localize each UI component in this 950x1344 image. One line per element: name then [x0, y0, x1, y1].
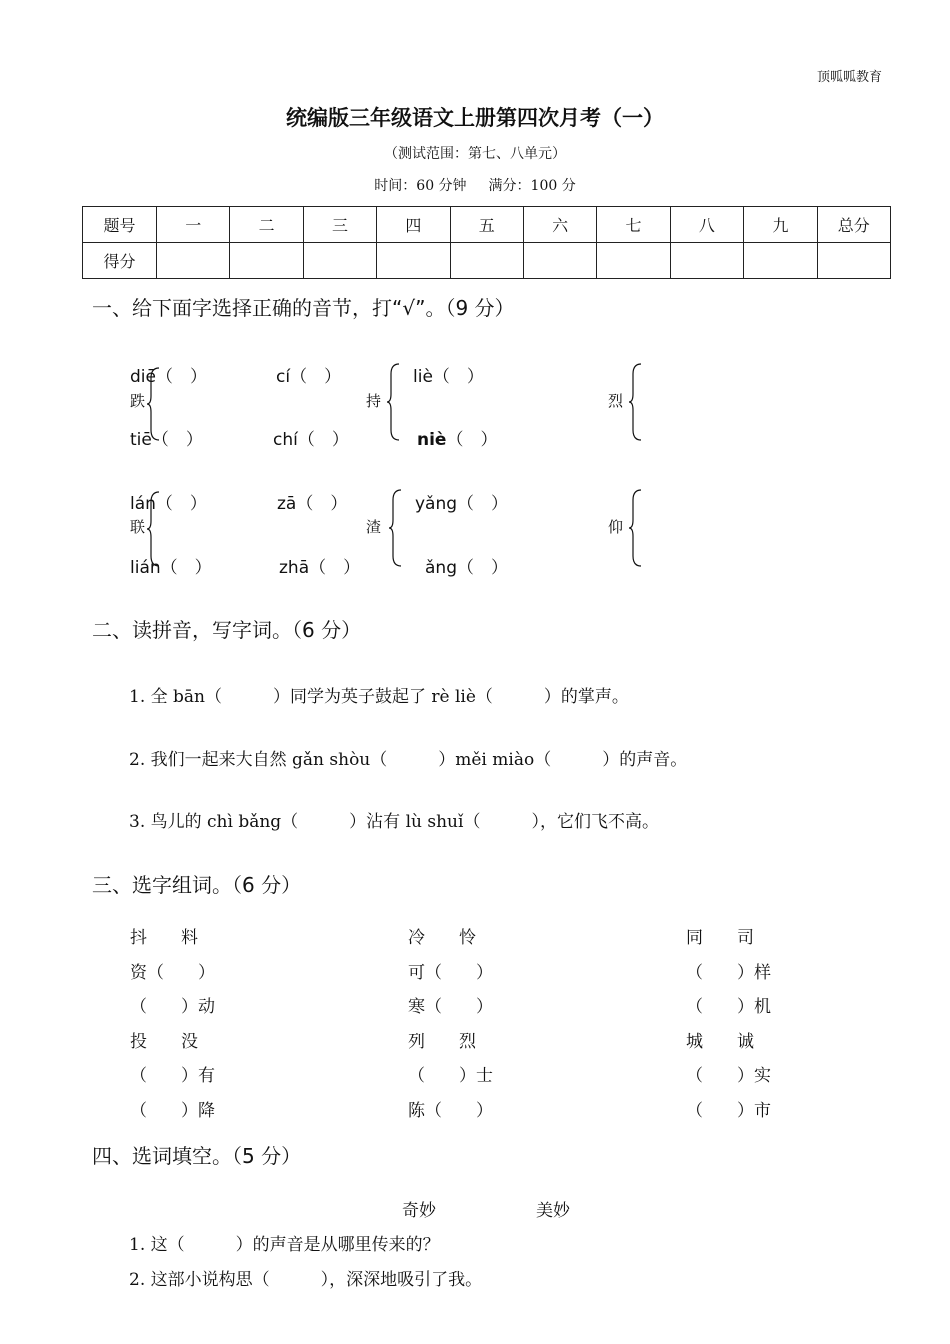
score-entry-cell[interactable]	[157, 243, 230, 279]
score-table-score-row	[83, 243, 891, 279]
time-score-line	[0, 175, 950, 195]
char-pair: 投 没	[130, 1032, 198, 1052]
pinyin-option[interactable]: cí（ ）	[276, 367, 342, 387]
word-blank[interactable]: （ ）动	[130, 997, 215, 1017]
word-blank[interactable]: （ ）有	[130, 1066, 215, 1086]
table-cell: 八	[670, 207, 743, 243]
word-blank[interactable]: （ ）市	[686, 1101, 771, 1121]
char-pair: 城 诚	[686, 1032, 754, 1052]
brace-icon	[628, 362, 644, 442]
table-cell: 得分	[83, 243, 157, 279]
score-entry-cell[interactable]	[817, 243, 890, 279]
fill-in-line[interactable]: 2. 这部小说构思（ ），深深地吸引了我。	[129, 1270, 483, 1290]
table-cell: 五	[450, 207, 523, 243]
char-pair: 抖 料	[130, 928, 198, 948]
word-blank[interactable]: 陈（ ）	[408, 1101, 493, 1121]
section-3-heading: 三、选字组词。（6 分）	[92, 873, 302, 897]
pinyin-group-char: 烈	[608, 392, 624, 410]
pinyin-option[interactable]	[417, 425, 497, 450]
pinyin-option[interactable]: yǎng（ ）	[415, 494, 509, 514]
table-cell: 七	[597, 207, 670, 243]
fill-in-line[interactable]: 3. 鸟儿的 chì bǎng（ ）沾有 lù shuǐ（ ），它们飞不高。	[129, 812, 659, 832]
score-table	[82, 206, 891, 279]
section-1-heading: 一、给下面字选择正确的音节，打“√”。（9 分）	[92, 296, 515, 320]
pinyin-option[interactable]: zhā（ ）	[279, 558, 361, 578]
answer-blank[interactable]: （ ）	[446, 430, 498, 450]
section-2-heading: 二、读拼音，写字词。（6 分）	[92, 618, 362, 642]
brace-icon	[628, 488, 644, 568]
word-blank[interactable]: （ ）士	[408, 1066, 493, 1086]
pinyin-option[interactable]: ǎng（ ）	[425, 558, 508, 578]
pinyin-group-char: 渣	[366, 518, 382, 536]
word-blank[interactable]: 资（ ）	[130, 963, 215, 983]
fill-in-line[interactable]: 1. 这（ ）的声音是从哪里传来的？	[129, 1235, 440, 1255]
pinyin-option[interactable]: lián（ ）	[130, 558, 212, 578]
word-blank[interactable]: （ ）实	[686, 1066, 771, 1086]
section-4-heading: 四、选词填空。（5 分）	[92, 1144, 302, 1168]
fill-in-line[interactable]: 2. 我们一起来大自然 gǎn shòu（ ）měi miào（ ）的声音。	[129, 750, 688, 770]
pinyin-option[interactable]: diē（ ）	[130, 367, 207, 387]
page-title: 统编版三年级语文上册第四次月考（一）	[286, 105, 664, 130]
score-entry-cell[interactable]	[597, 243, 670, 279]
table-cell: 九	[744, 207, 817, 243]
full-score-label: 满分：100 分	[488, 178, 576, 194]
word-blank[interactable]: 可（ ）	[408, 963, 493, 983]
pinyin-option[interactable]: liè（ ）	[413, 367, 484, 387]
score-entry-cell[interactable]	[670, 243, 743, 279]
table-cell: 一	[157, 207, 230, 243]
char-pair: 列 烈	[408, 1032, 476, 1052]
pinyin-option[interactable]: tiē（ ）	[130, 430, 203, 450]
pinyin-group-char: 联	[130, 518, 146, 536]
pinyin-option[interactable]: zā（ ）	[277, 494, 348, 514]
brand-label: 顶呱呱教育	[816, 70, 882, 85]
word-blank[interactable]: 寒（ ）	[408, 997, 493, 1017]
score-entry-cell[interactable]	[744, 243, 817, 279]
word-option: 美妙	[536, 1201, 570, 1221]
table-cell: 四	[377, 207, 450, 243]
fill-in-line[interactable]: 1. 全 bān（ ）同学为英子鼓起了 rè liè（ ）的掌声。	[129, 687, 629, 707]
score-entry-cell[interactable]	[303, 243, 376, 279]
pinyin-option[interactable]: lán（ ）	[130, 494, 207, 514]
brace-icon	[388, 488, 404, 568]
pinyin-group-char: 仰	[608, 518, 624, 536]
score-entry-cell[interactable]	[230, 243, 303, 279]
time-label: 时间：60 分钟	[374, 178, 467, 194]
table-cell: 六	[523, 207, 596, 243]
table-cell: 二	[230, 207, 303, 243]
table-cell: 三	[303, 207, 376, 243]
score-table-header-row	[83, 207, 891, 243]
score-entry-cell[interactable]	[377, 243, 450, 279]
char-pair: 同 司	[686, 928, 754, 948]
word-blank[interactable]: （ ）机	[686, 997, 771, 1017]
pinyin-group-char: 持	[366, 392, 382, 410]
table-cell: 题号	[83, 207, 157, 243]
pinyin-group-char: 跌	[130, 392, 146, 410]
word-option: 奇妙	[402, 1201, 436, 1221]
score-entry-cell[interactable]	[523, 243, 596, 279]
brace-icon	[386, 362, 402, 442]
test-range: （测试范围：第七、八单元）	[384, 146, 566, 162]
word-blank[interactable]: （ ）降	[130, 1101, 215, 1121]
pinyin-option-bold: niè	[417, 430, 447, 450]
word-blank[interactable]: （ ）样	[686, 963, 771, 983]
score-entry-cell[interactable]	[450, 243, 523, 279]
table-cell: 总分	[817, 207, 890, 243]
char-pair: 冷 怜	[408, 928, 476, 948]
pinyin-option[interactable]: chí（ ）	[273, 430, 349, 450]
